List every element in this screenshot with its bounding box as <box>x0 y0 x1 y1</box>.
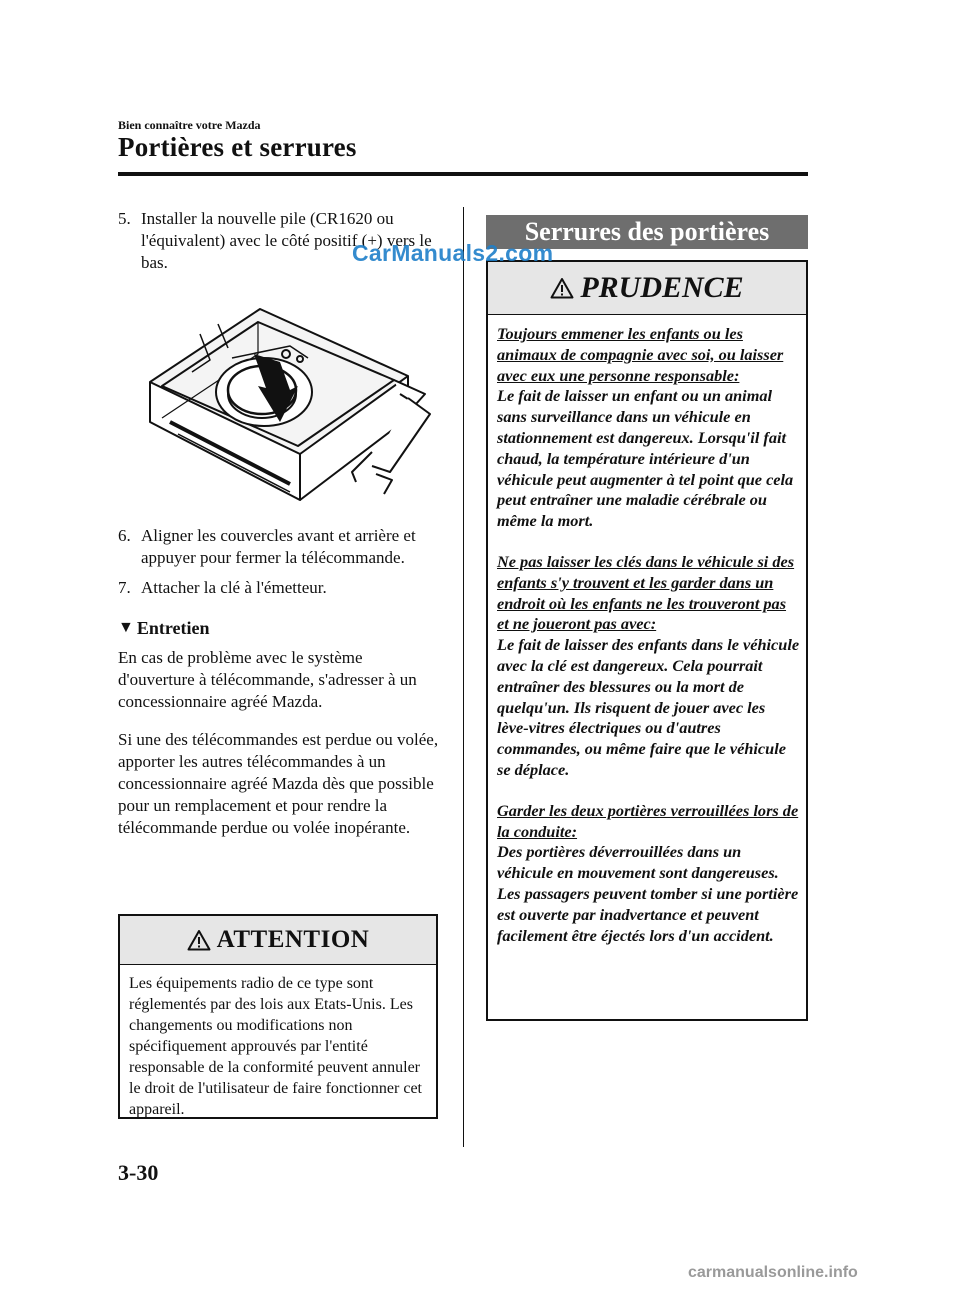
watermark-footer: carmanualsonline.info <box>688 1264 858 1281</box>
triangle-marker-icon: ▼ <box>118 619 134 636</box>
step-text: Installer la nouvelle pile (CR1620 ou l'équivalent) avec le côté positif (+) vers le bas. <box>141 209 432 272</box>
page-title: Portières et serrures <box>118 132 357 162</box>
step-number: 7. <box>118 578 131 597</box>
attention-text: Les équipements radio de ce type sont réglementés par des lois aux Etats-Unis. Les changements ou modifications non spécifiquement approuvés par l'entité responsable de la conformité peuvent annuler le droit de l'utilisateur de faire fonctionner cet appareil. <box>129 975 422 1118</box>
title-rule <box>118 172 808 176</box>
warning-paragraph: Le fait de laisser un enfant ou un animal sans surveillance dans un véhicule en stationnement est dangereux. Lorsqu'il fait chaud, la température intérieure d'un véhicule peut augmenter à tel point que cela peut entraîner une maladie cérébrale ou même la mort. <box>497 386 794 531</box>
step-7 <box>118 577 440 599</box>
column-divider <box>463 207 464 1147</box>
attention-header <box>120 916 436 965</box>
step-text: Aligner les couvercles avant et arrière et appuyer pour fermer la télécommande. <box>141 526 416 567</box>
prudence-header <box>488 262 806 315</box>
section-heading-entretien <box>118 617 440 639</box>
step-text: Attacher la clé à l'émetteur. <box>141 578 327 597</box>
step-number: 6. <box>118 526 131 545</box>
prudence-title: PRUDENCE <box>580 271 744 304</box>
prudence-box <box>486 260 808 1021</box>
left-column <box>118 208 440 839</box>
prudence-text <box>488 315 806 946</box>
breadcrumb: Bien connaître votre Mazda <box>118 118 261 132</box>
section-title-banner: Serrures des portières <box>486 215 808 249</box>
warning-icon <box>187 929 211 951</box>
page-number: 3-30 <box>118 1160 159 1185</box>
warning-heading: Toujours emmener les enfants ou les animaux de compagnie avec soi, ou laisser avec eux une personne responsable: <box>497 324 784 385</box>
warning-heading: Ne pas laisser les clés dans le véhicule si des enfants s'y trouvent et les garder dans un endroit où les enfants ne les trouveront pas et ne joueront pas avec: <box>497 551 795 634</box>
battery-install-illustration <box>140 294 440 519</box>
warning-icon <box>550 277 574 299</box>
paragraph: En cas de problème avec le système d'ouverture à télécommande, s'adresser à un concessionnaire agréé Mazda. <box>118 648 417 711</box>
warning-heading: Garder les deux portières verrouillées lors de la conduite: <box>497 800 799 841</box>
attention-box <box>118 914 438 1119</box>
warning-paragraph: Des portières déverrouillées dans un véhicule en mouvement sont dangereuses. Les passagers peuvent tomber si une portière est ouverte par inadvertance et peuvent facilement être éjectés lors d'un accident. <box>497 842 799 945</box>
step-number: 5. <box>118 209 131 228</box>
paragraph: Si une des télécommandes est perdue ou volée, apporter les autres télécommandes à un concessionnaire agréé Mazda dès que possible pour un remplacement et pour rendre la télécommande perdue ou volée inopérante. <box>118 730 439 837</box>
attention-title: ATTENTION <box>216 926 370 953</box>
step-6 <box>118 525 440 569</box>
watermark-logo: CarManuals2.com <box>352 240 554 266</box>
warning-paragraph: Le fait de laisser des enfants dans le véhicule avec la clé est dangereux. Cela pourrait entraîner des blessures ou la mort de quelqu'un. Ils risquent de jouer avec les lève-vitres électriques ou d'autres commandes, ou même faire que le véhicule se déplace. <box>497 635 800 779</box>
section-heading-text: Entretien <box>136 618 210 638</box>
